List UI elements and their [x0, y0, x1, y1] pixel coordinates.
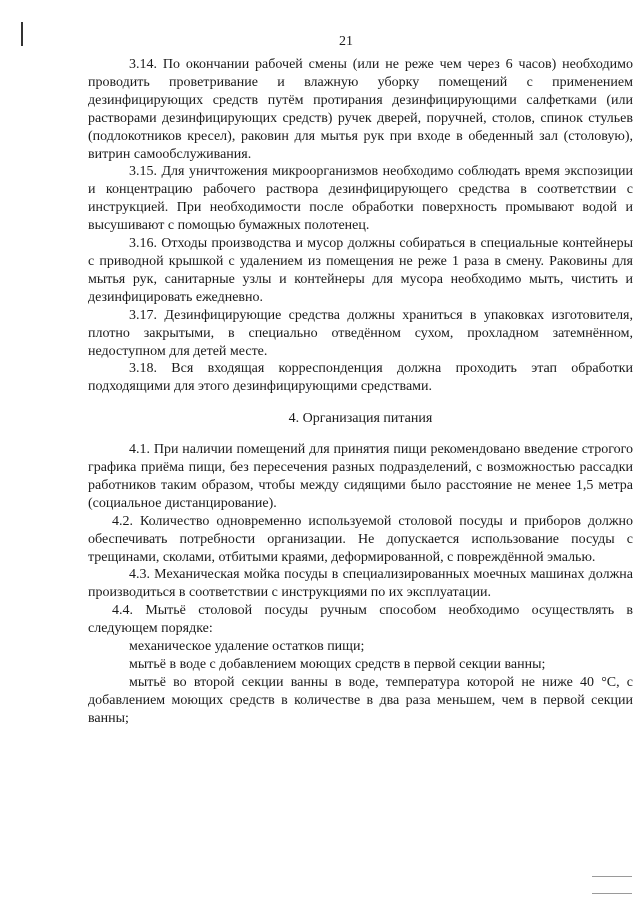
list-item: мытьё во второй секции ванны в воде, температура которой не ниже 40 °С, с добавлением моющих средств в количестве в два раза меньшем, чем в первой секции ванны; — [88, 674, 633, 726]
corner-mark-top — [592, 876, 632, 877]
section-4-heading: 4. Организация питания — [288, 411, 433, 427]
paragraph-4-3: 4.3. Механическая мойка посуды в специализированных моечных машинах должна производиться в соответствии с инструкциями по их эксплуатации. — [88, 567, 633, 601]
paragraph-4-4: 4.4. Мытьё столовой посуды ручным способом необходимо осуществлять в следующем порядке: — [88, 603, 633, 637]
list-item: мытьё в воде с добавлением моющих средств в первой секции ванны; — [129, 657, 546, 672]
paragraph-3-17: 3.17. Дезинфицирующие средства должны храниться в упаковках изготовителя, плотно закрытыми, в специально отведённом сухом, прохладном затемнённом, недоступном для детей месте. — [88, 307, 633, 359]
paragraph-3-16: 3.16. Отходы производства и мусор должны собираться в специальные контейнеры с приводной крышкой с удалением из помещения не реже 1 раза в смену. Раковины для мытья рук, санитарные узлы и контейнеры для мусора необходимо мыть, чистить и дезинфицировать ежедневно. — [88, 236, 633, 305]
paragraph-4-1: 4.1. При наличии помещений для принятия пищи рекомендовано введение строгого графика приёма пищи, без пересечения разных подразделений, с возможностью рассадки работников таким образом, чтобы между сидящими было расстояние не менее 1,5 метра (социальное дистанцирование). — [88, 442, 633, 511]
list-item: механическое удаление остатков пищи; — [129, 639, 365, 655]
paragraph-3-18: 3.18. Вся входящая корреспонденция должна проходить этап обработки подходящими для этого дезинфицирующими средствами. — [88, 361, 633, 395]
paragraph-4-2: 4.2. Количество одновременно используемой столовой посуды и приборов должно обеспечивать потребности организации. Не допускается использование посуды с трещинами, сколами, отбитыми краями, деформированной, с повреждённой эмалью. — [88, 513, 633, 565]
paragraph-3-15: 3.15. Для уничтожения микроорганизмов необходимо соблюдать время экспозиции и концентрацию рабочего раствора дезинфицирующего средства в соответствии с инструкцией. При необходимости после обработки поверхность промывают водой и высушивают с помощью бумажных полотенец. — [88, 164, 633, 234]
page-number: 21 — [339, 34, 353, 49]
document-body — [88, 56, 633, 728]
corner-mark-bottom — [592, 893, 632, 894]
paragraph-3-14: 3.14. По окончании рабочей смены (или не реже чем через 6 часов) необходимо проводить проветривание и влажную уборку помещений с применением дезинфицирующих средств путём протирания дезинфицирующими салфетками (или растворами дезинфицирующих средств) ручек дверей, поручней, столов, спинок стульев (подлокотников кресел), раковин для мытья рук при входе в обеденный зал (столовую), витрин самообслуживания. — [88, 57, 633, 162]
